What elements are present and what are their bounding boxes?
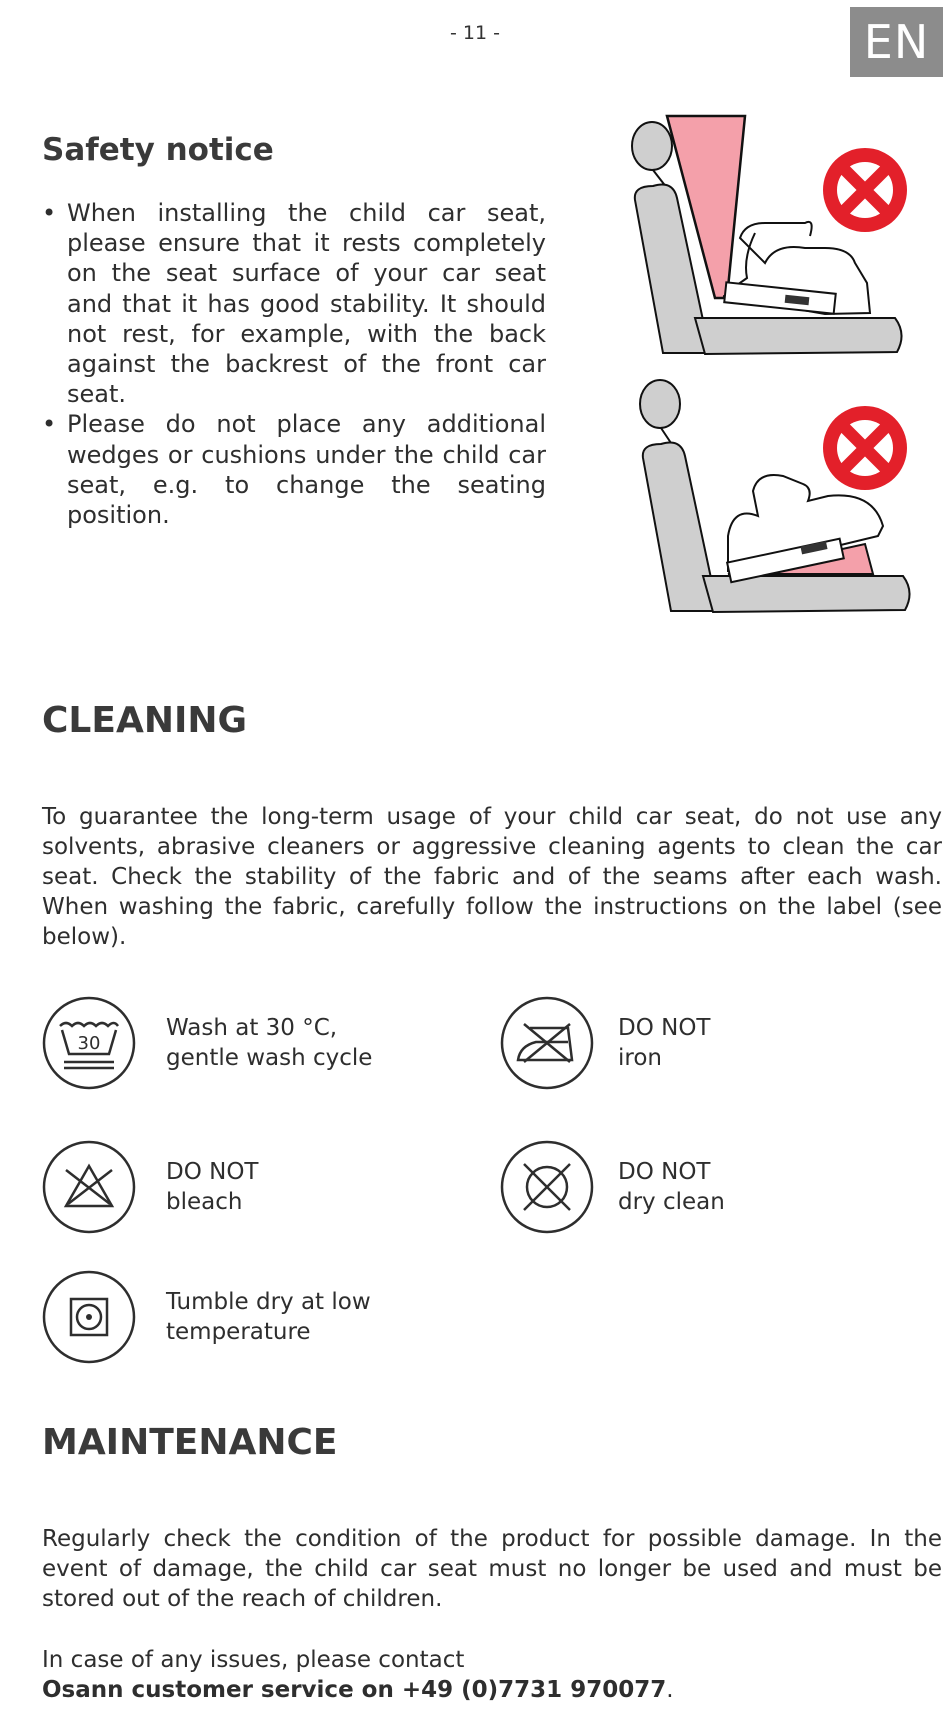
maintenance-text: Regularly check the condition of the product for possible damage. In the event of damage, the child car seat must no longer be used and must be stored out of the reach of children.	[42, 1526, 942, 1612]
wash-30-icon	[42, 996, 136, 1090]
care-item-iron	[500, 996, 710, 1090]
contact-intro: In case of any issues, please contact	[42, 1647, 465, 1673]
maintenance-title: MAINTENANCE	[42, 1422, 338, 1463]
care-label: DO NOT bleach	[166, 1159, 259, 1215]
language-badge: EN	[850, 7, 943, 77]
contact-info	[42, 1645, 942, 1705]
illustration-wedge-under-seat	[640, 380, 910, 612]
care-item-dry-clean	[500, 1140, 725, 1234]
care-item-tumble-dry	[42, 1270, 371, 1364]
svg-text:30: 30	[77, 1033, 101, 1054]
safety-bullet: • When installing the child car seat, please ensure that it rests completely on the seat surface of your car seat and that it has good stability. It should not rest, for example, with the back against the backrest of the front car seat.	[42, 198, 546, 409]
no-symbol-icon	[823, 148, 907, 232]
no-dry-clean-icon	[500, 1140, 594, 1234]
safety-notice-list	[42, 198, 546, 530]
care-label: DO NOT iron	[618, 1015, 711, 1071]
cleaning-title: CLEANING	[42, 700, 248, 741]
care-label: DO NOT dry clean	[618, 1159, 725, 1215]
care-label: Wash at 30 °C, gentle wash cycle	[166, 1015, 373, 1071]
care-item-wash	[42, 996, 372, 1090]
no-bleach-icon	[42, 1140, 136, 1234]
illustration-leaning-seat	[632, 116, 907, 354]
no-iron-icon	[500, 996, 594, 1090]
care-item-bleach	[42, 1140, 258, 1234]
customer-service-phone: Osann customer service on +49 (0)7731 970077	[42, 1677, 667, 1703]
page-number: - 11 -	[450, 22, 500, 44]
safety-bullet: • Please do not place any additional wedges or cushions under the child car seat, e.g. to change the seating position.	[42, 409, 546, 530]
cleaning-text: To guarantee the long-term usage of your child car seat, do not use any solvents, abrasive cleaners or aggressive cleaning agents to clean the car seat. Check the stability of the fabric and of the seams after each wash. When washing the fabric, carefully follow the instructions on the label (see below).	[42, 804, 942, 950]
contact-period: .	[666, 1677, 674, 1703]
no-symbol-icon	[823, 406, 907, 490]
incorrect-installation-illustrations	[625, 108, 915, 673]
care-label: Tumble dry at low temperature	[166, 1289, 371, 1345]
safety-notice-title: Safety notice	[42, 132, 274, 168]
tumble-dry-low-icon	[42, 1270, 136, 1364]
